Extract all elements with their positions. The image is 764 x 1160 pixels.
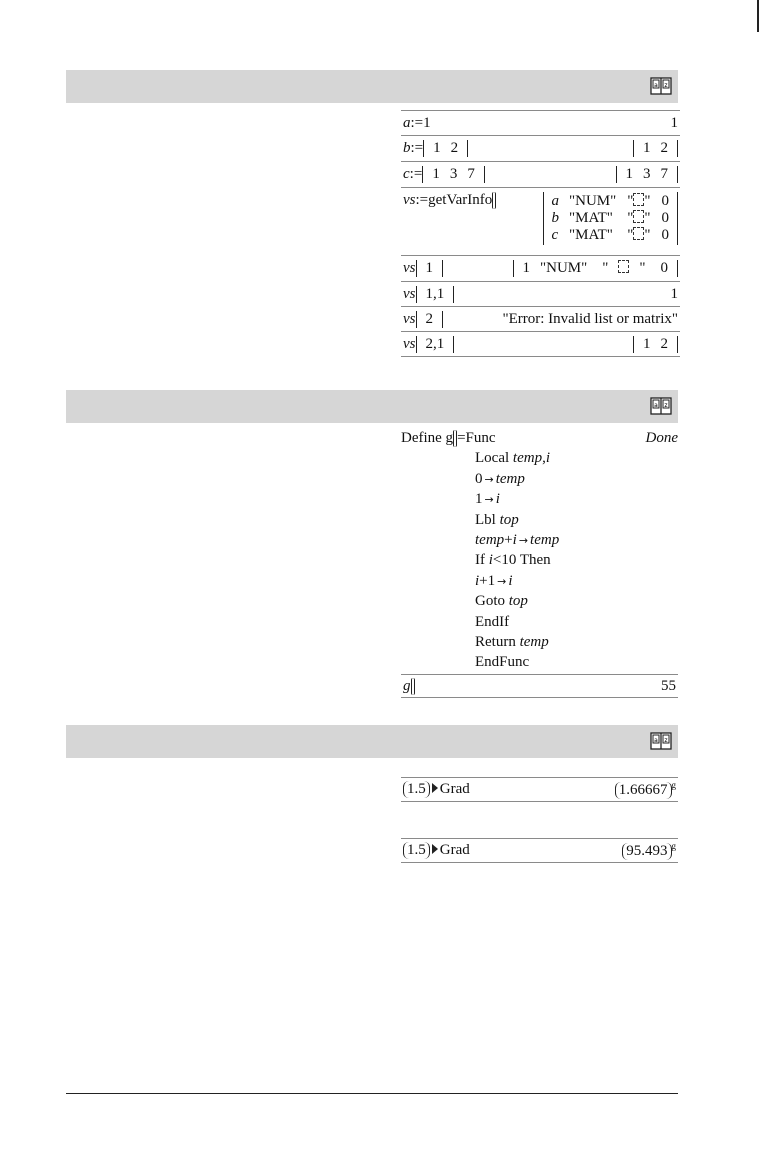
code-line: Return temp xyxy=(475,633,549,650)
history-row[interactable]: g 55 xyxy=(401,674,678,698)
store-arrow-icon: → xyxy=(484,493,494,507)
code-line: EndIf xyxy=(475,613,510,630)
result-list: 1 2 xyxy=(633,336,678,353)
svg-text:z: z xyxy=(664,737,668,744)
section-header-bar-1 xyxy=(66,70,678,103)
result-row-vector: 1 "NUM" " " 0 xyxy=(513,260,679,277)
book-icon xyxy=(650,76,672,96)
code-line: EndFunc xyxy=(475,654,530,671)
empty-box-icon xyxy=(618,260,629,273)
empty-box-icon xyxy=(633,227,644,240)
history-row[interactable]: a:=1 1 xyxy=(401,110,680,136)
code-line: Local temp,i xyxy=(475,450,550,467)
store-arrow-icon: → xyxy=(484,472,494,486)
svg-text:a: a xyxy=(654,737,658,744)
list-bracket: 1 3 7 xyxy=(422,166,485,183)
calc-history-panel-2 xyxy=(401,674,678,698)
empty-parens xyxy=(492,192,496,209)
result-value: 1 xyxy=(670,114,678,131)
result-list: 1 3 7 xyxy=(616,166,679,183)
history-row[interactable]: b:= 1 2 1 2 xyxy=(401,136,680,162)
done-label: Done xyxy=(645,430,678,446)
result-matrix: a "NUM" " " 0 b "MAT" " " 0 c "MAT" " " 0 xyxy=(543,192,679,245)
calc-history-panel-3a xyxy=(401,777,678,802)
svg-text:a: a xyxy=(654,402,658,409)
convert-triangle-icon xyxy=(432,844,438,854)
svg-text:a: a xyxy=(654,82,658,89)
error-message: "Error: Invalid list or matrix" xyxy=(502,310,678,327)
history-row[interactable]: vs 2 "Error: Invalid list or matrix" xyxy=(401,307,680,332)
empty-box-icon xyxy=(633,210,644,223)
code-line: i+1 → i xyxy=(475,572,513,589)
history-row[interactable]: 1.5 Grad 1.66667 $^g$ xyxy=(401,777,678,802)
calc-history-panel-3b xyxy=(401,838,678,863)
code-line: 0 → temp xyxy=(475,470,525,487)
code-line: temp+i → temp xyxy=(475,531,560,548)
code-line: Lbl top xyxy=(475,511,519,528)
history-row[interactable]: vs 2,1 1 2 xyxy=(401,332,680,357)
page-edge-rule xyxy=(757,0,759,32)
store-arrow-icon: → xyxy=(497,574,507,588)
history-row[interactable]: vs 1,1 1 xyxy=(401,282,680,307)
convert-triangle-icon xyxy=(432,783,438,793)
empty-box-icon xyxy=(633,193,644,206)
history-row[interactable]: c:= 1 3 7 1 3 7 xyxy=(401,162,680,188)
define-line: Define g =Func Done xyxy=(401,428,678,448)
result-value: 55 xyxy=(661,677,676,694)
section-header-bar-3 xyxy=(66,725,678,758)
section-header-bar-2 xyxy=(66,390,678,423)
svg-text:z: z xyxy=(664,402,668,409)
history-row[interactable]: 1.5 Grad 95.493 $^g$ xyxy=(401,838,678,863)
calc-history-panel-1 xyxy=(401,110,680,357)
var-name: a xyxy=(403,114,411,131)
function-definition[interactable] xyxy=(401,428,678,673)
history-row[interactable]: vs:=getVarInfo a "NUM" " " 0 b "MAT" " " 0 c "MAT" " " 0 xyxy=(401,188,680,256)
book-icon xyxy=(650,731,672,751)
history-row[interactable]: vs 1 1 "NUM" " " 0 xyxy=(401,256,680,282)
code-line: If i<10 Then xyxy=(475,552,551,569)
footer-rule xyxy=(66,1093,678,1094)
svg-text:z: z xyxy=(664,82,668,89)
code-line: Goto top xyxy=(475,593,528,610)
store-arrow-icon: → xyxy=(518,533,529,547)
result-list: 1 2 xyxy=(633,140,678,157)
code-line: 1 → i xyxy=(475,491,500,508)
book-icon xyxy=(650,396,672,416)
list-bracket: 1 2 xyxy=(423,140,468,157)
